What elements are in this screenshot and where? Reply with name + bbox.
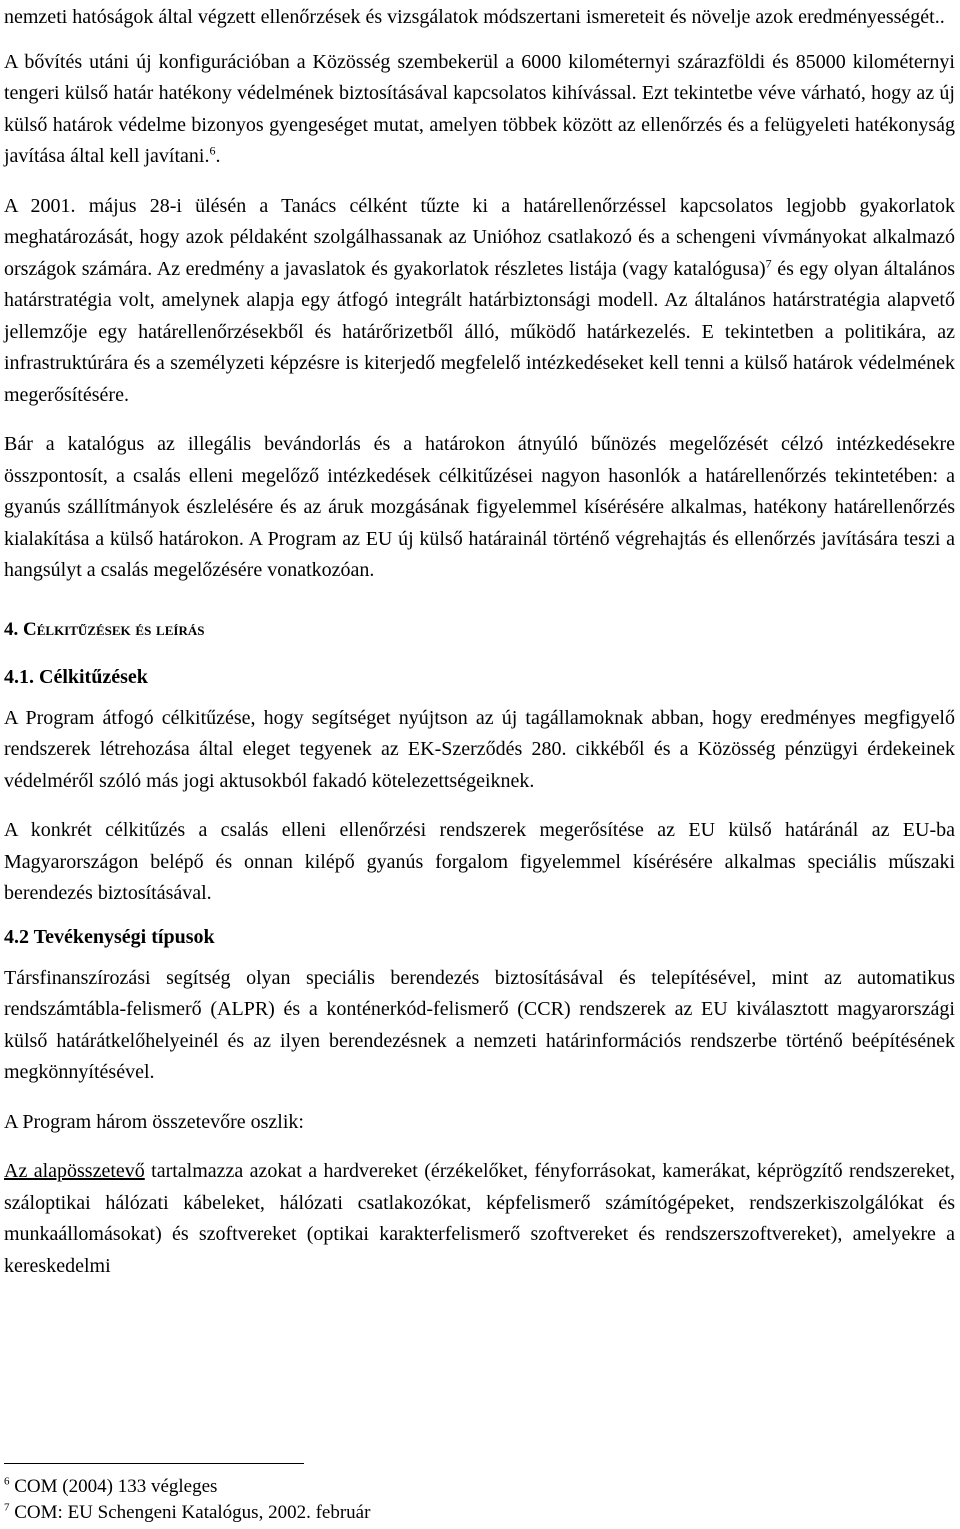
paragraph-text: tartalmazza azokat a hardvereket (érzékelőket, fényforrásokat, kamerákat, képrögzítő rendszereket, száloptikai hálózati kábeleket, hálózati csatlakozókat, képfelismerő számítógépeket, rendszerkiszolgálókat és munkaállomásokat) és szoftvereket (optikai karakterfelismerő szoftvereket és rendszerszoftvereket), amelyekre a kereskedelmi — [4, 1160, 955, 1277]
paragraph-text: nemzeti hatóságok által végzett ellenőrzések és vizsgálatok módszertani ismereteit és növelje azok eredményességét.. — [4, 6, 945, 28]
footnote-text: COM: EU Schengeni Katalógus, 2002. február — [14, 1502, 371, 1523]
paragraph-text: A konkrét célkitűzés a csalás elleni ellenőrzési rendszerek megerősítése az EU külső határánál az EU-ba Magyarországon belépő és onnan kilépő gyanús forgalom figyelemmel kísérésére alkalmas speciális műszaki berendezés biztosításával. — [4, 819, 955, 904]
footnote-divider — [4, 1463, 304, 1464]
footnote-marker: 7 — [4, 1501, 10, 1514]
paragraph-overall-objective — [4, 703, 955, 798]
footnote-text: COM (2004) 133 végleges — [14, 1476, 218, 1497]
footnotes — [4, 1463, 704, 1526]
footnote-marker: 6 — [4, 1475, 10, 1488]
paragraph-text: A 2001. május 28-i ülésén a Tanács célként tűzte ki a határellenőrzéssel kapcsolatos legjobb gyakorlatok meghatározását, hogy azok példaként szolgálhassanak az Unióhoz csatlakozó és a schengeni vívmányokat alkalmazó országok számára. Az eredmény a javaslatok és gyakorlatok részletes listája (vagy katalógusa) — [4, 194, 955, 280]
footnote-6 — [4, 1474, 704, 1500]
paragraph-base-component — [4, 1156, 955, 1282]
footnote-ref-7[interactable]: 7 — [765, 255, 772, 270]
paragraph-text: A bővítés utáni új konfigurációban a Közösség szembekerül a 6000 kilométernyi szárazföldi és 85000 kilométernyi tengeri külső határ hatékony védelmének biztosításával kapcsolatos kihívással. Ezt tekintetbe véve várható, hogy az új külső határok védelme bizonyos gyengeséget mutat, amelyen többek között az ellenőrzés és a felügyeleti hatékonyság javítása által kell javítani. — [4, 50, 955, 167]
underlined-term: Az alapösszetevő — [4, 1160, 145, 1182]
paragraph-catalogue — [4, 429, 955, 587]
paragraph-cofinancing — [4, 963, 955, 1089]
paragraph-components-intro — [4, 1107, 955, 1139]
subsection-heading-activity-types: 4.2 Tevékenységi típusok — [4, 925, 215, 948]
paragraph-text: A Program átfogó célkitűzése, hogy segítséget nyújtson az új tagállamoknak abban, hogy eredményes megfigyelő rendszerek létrehozása által eleget tegyenek az EK-Szerződés 280. cikkéből és a Közösség pénzügyi érdekeinek védelméről szóló más jogi aktusokból fakadó kötelezettségeiknek. — [4, 706, 955, 792]
document-page — [4, 2, 955, 1300]
footnote-7 — [4, 1500, 704, 1526]
paragraph-text: Társfinanszírozási segítség olyan speciális berendezés biztosításával és telepítésével, mint az automatikus rendszámtábla-felismerő (ALPR) és a konténerkód-felismerő (CCR) rendszerek az EU kiválasztott magyarországi külső határátkelőhelyeinél és az ilyen berendezésnek a nemzeti határinformációs rendszerbe történő beépítésének megkönnyítésével. — [4, 966, 955, 1083]
paragraph-council — [4, 191, 955, 412]
subsection-heading-objectives: 4.1. Célkitűzések — [4, 665, 148, 688]
paragraph-text-continued: és egy olyan általános határstratégia volt, amelynek alapja egy átfogó integrált határbiztonsági modell. Az általános határstratégia alapvető jellemzője egy határellenőrzésekből és határőrizetből álló, működő határkezelés. E tekintetben a politikára, az infrastruktúrára és a személyzeti képzésre is kiterjedő megfelelő intézkedéseket kell tenni a külső határok védelmének megerősítésére. — [4, 257, 955, 406]
paragraph-text: Bár a katalógus az illegális bevándorlás és a határokon átnyúló bűnözés megelőzését célzó intézkedésekre összpontosít, a csalás elleni megelőző intézkedések célkitűzései nagyon hasonlók a határellenőrzés tekintetében: a gyanús szállítmányok észlelésére és az áruk mozgásának figyelemmel kísérésére alkalmas, hatékony határellenőrzés kialakítása a külső határokon. A Program az EU új külső határainál történő végrehajtás és ellenőrzés javítására teszi a hangsúlyt a csalás megelőzésére vonatkozóan. — [4, 433, 955, 581]
paragraph-intro-continuation — [4, 2, 955, 34]
paragraph-text: A Program három összetevőre oszlik: — [4, 1110, 304, 1133]
footnote-ref-6[interactable]: 6 — [209, 143, 216, 158]
section-heading: 4. Célkitűzések és leírás — [4, 618, 205, 640]
paragraph-text-end: . — [215, 145, 221, 167]
paragraph-enlargement — [4, 47, 955, 173]
paragraph-specific-objective — [4, 815, 955, 910]
